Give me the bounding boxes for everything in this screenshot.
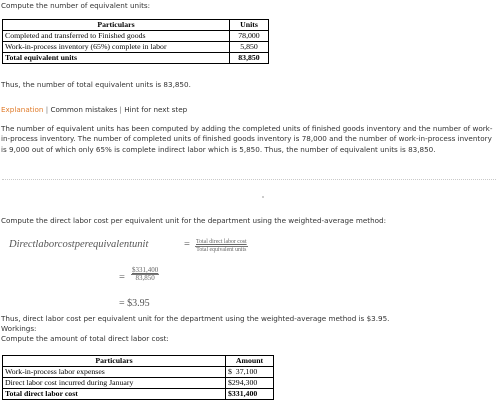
compute-total-text: Compute the amount of total direct labor cost: [1, 334, 169, 343]
thus-equivalent-units: Thus, the number of total equivalent units is 83,850. [1, 80, 191, 89]
separator: | [45, 105, 49, 114]
fraction-denominator: Total equivalent units [196, 247, 247, 253]
table-header-row [3, 20, 269, 31]
table-header-particulars: Particulars [3, 20, 230, 31]
table-cell: Completed and transferred to Finished goods [3, 31, 230, 42]
table-total-row [3, 389, 274, 400]
thus-direct-labor-cost: Thus, direct labor cost per equivalent unit for the department using the weighted-average method is $3.95. [1, 314, 390, 323]
table-header-amount: Amount [226, 356, 274, 367]
value-fraction [131, 267, 159, 282]
table-cell: 78,000 [230, 31, 269, 42]
separator: | [119, 105, 122, 114]
table-row [3, 378, 274, 389]
intro-text: Compute the number of equivalent units: [1, 1, 151, 10]
hint-link[interactable]: Hint for next step [124, 105, 188, 114]
table-header-row [3, 356, 274, 367]
table-header-units: Units [230, 20, 269, 31]
fraction-numerator: $331,400 [132, 266, 159, 274]
table-cell: $ 37,100 [226, 367, 274, 378]
table-cell: Direct labor cost incurred during January [3, 378, 226, 389]
formula-result: = $3.95 [119, 298, 150, 309]
compute-direct-labor-text: Compute the direct labor cost per equivalent unit for the department using the weighted-average method: [1, 216, 387, 225]
formula-equals: = [119, 272, 125, 283]
common-mistakes-link[interactable]: Common mistakes [50, 105, 118, 114]
table-cell: 83,850 [230, 53, 269, 64]
table-row [3, 42, 269, 53]
formula-lhs: Directlaborcostperequivalentunit [9, 239, 149, 250]
workings-label: Workings: [1, 324, 37, 333]
explanation-link[interactable]: Explanation [1, 105, 44, 114]
equivalent-units-table [2, 19, 269, 64]
table-cell: $294,300 [226, 378, 274, 389]
table-row [3, 31, 269, 42]
fraction-denominator: 83,850 [135, 274, 155, 282]
table-cell: Work-in-process inventory (65%) complete in labor [3, 42, 230, 53]
divider [2, 179, 496, 180]
table-cell: $331,400 [226, 389, 274, 400]
decorative-dot [262, 196, 264, 198]
table-total-row [3, 53, 269, 64]
fraction-numerator: Total direct labor cost [196, 239, 247, 245]
explanation-paragraph: The number of equivalent units has been computed by adding the completed units of finished goods inventory and the number of work-in-process inventory. The number of completed units of finished goods inventory is 78,000 and the number of work-in-process inventory is 9,000 out of which only 65% is complete indirect labor which is 5,850. Thus, the number of equivalent units is 83,850. [1, 124, 493, 154]
table-cell: Total direct labor cost [3, 389, 226, 400]
direct-labor-cost-table [2, 355, 274, 400]
table-header-particulars: Particulars [3, 356, 226, 367]
table-row [3, 367, 274, 378]
table-cell: Work-in-process labor expenses [3, 367, 226, 378]
formula-fraction [195, 239, 248, 254]
table-cell: Total equivalent units [3, 53, 230, 64]
table-cell: 5,850 [230, 42, 269, 53]
explanation-bar [1, 105, 187, 114]
formula-equals: = [184, 239, 190, 250]
